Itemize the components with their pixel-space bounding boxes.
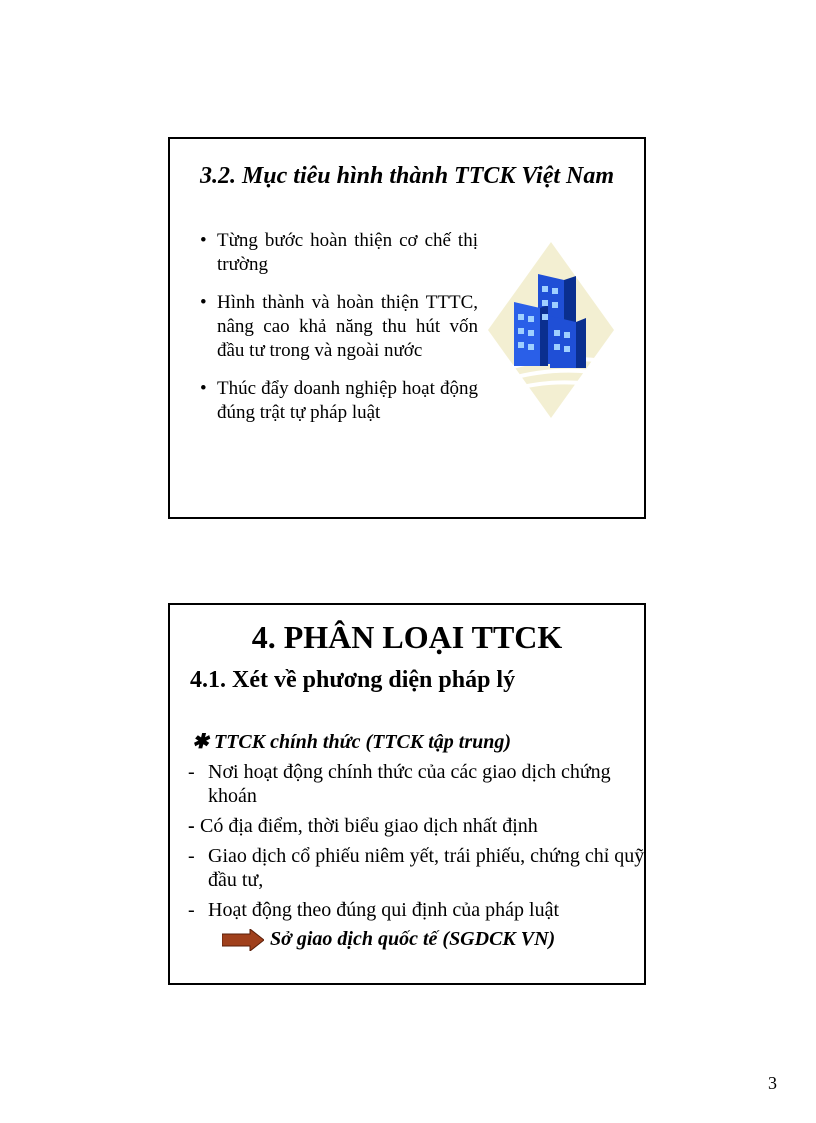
list-item: • Từng bước hoàn thiện cơ chế thị trường xyxy=(200,230,478,275)
slide-2-title: 4. PHÂN LOẠI TTCK xyxy=(251,619,563,655)
slide-1-bullet-list xyxy=(200,229,478,439)
conclusion xyxy=(222,928,555,951)
bullet-icon: • xyxy=(200,292,207,313)
bullet-icon: • xyxy=(200,230,207,251)
slide-1-title: 3.2. Mục tiêu hình thành TTCK Việt Nam xyxy=(199,163,615,189)
slide-2 xyxy=(168,603,646,985)
list-item: - Có địa điểm, thời biểu giao dịch nhất định xyxy=(188,815,538,837)
slide-2-subtitle: 4.1. Xét về phương diện pháp lý xyxy=(190,667,516,693)
slide-1 xyxy=(168,137,646,519)
right-arrow-icon xyxy=(222,929,264,951)
list-item: - Giao dịch cổ phiếu niêm yết, trái phiếu, chứng chỉ quỹ đầu tư, xyxy=(188,845,645,891)
asterisk-icon: ✱ xyxy=(192,731,209,753)
bullet-icon: • xyxy=(200,378,207,399)
list-item: - Nơi hoạt động chính thức của các giao dịch chứng khoán xyxy=(188,761,611,807)
category-heading: ✱ TTCK chính thức (TTCK tập trung) xyxy=(192,731,512,753)
list-item: - Hoạt động theo đúng qui định của pháp luật xyxy=(188,899,560,921)
slide-2-item-list xyxy=(188,760,648,928)
page-number: 3 xyxy=(768,1073,777,1093)
office-building-icon xyxy=(488,242,614,422)
list-item: • Thúc đẩy doanh nghiệp hoạt động đúng trật tự pháp luật xyxy=(200,378,478,423)
conclusion-text: Sở giao dịch quốc tế (SGDCK VN) xyxy=(270,928,556,950)
list-item: • Hình thành và hoàn thiện TTTC, nâng cao khả năng thu hút vốn đầu tư trong và ngoài nước xyxy=(200,292,478,361)
